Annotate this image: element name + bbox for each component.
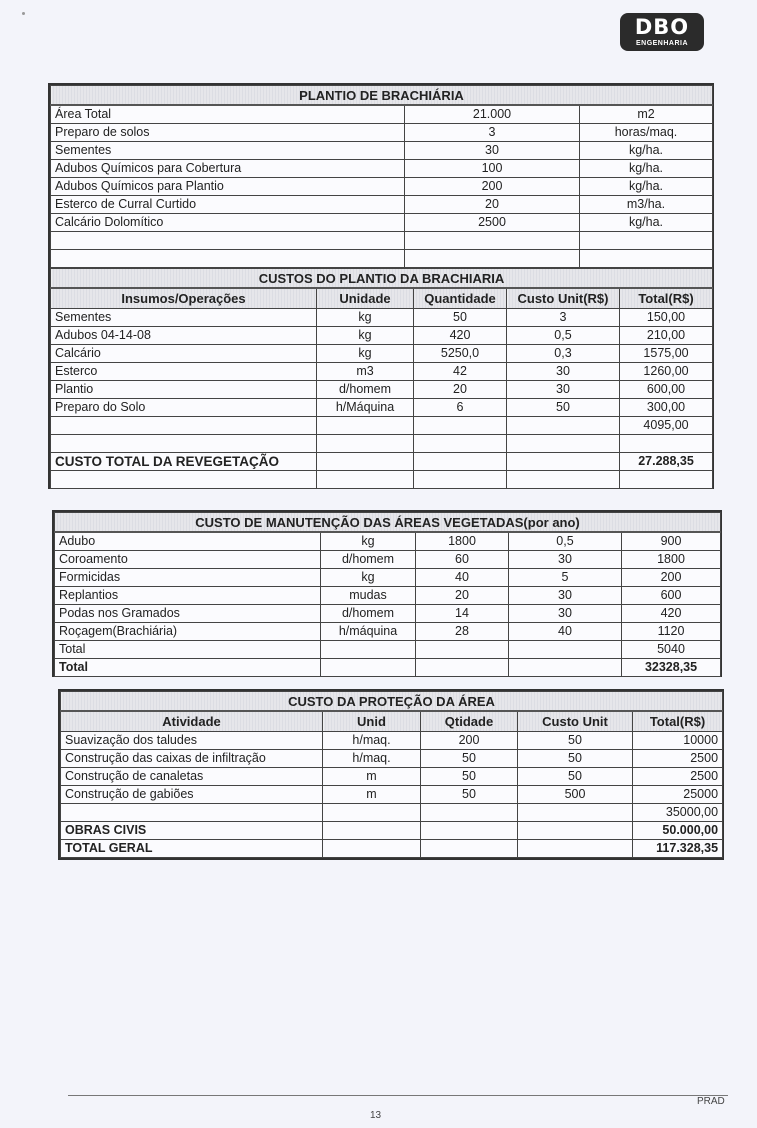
plantio-value: 200	[405, 178, 580, 196]
protecao-cell: 25000	[633, 786, 723, 804]
column-header: Custo Unit(R$)	[507, 288, 620, 309]
plantio-unit: m2	[580, 105, 713, 124]
column-header: Custo Unit	[518, 711, 633, 732]
protecao-cell: m	[323, 786, 421, 804]
custos-cell: 50	[507, 399, 620, 417]
custos-cell: 1575,00	[620, 345, 713, 363]
column-header: Atividade	[61, 711, 323, 732]
table-row	[55, 532, 721, 551]
custo-total-revegetacao-value: 27.288,35	[620, 453, 713, 471]
protecao-cell: 2500	[633, 750, 723, 768]
custos-cell: 42	[414, 363, 507, 381]
section-title-custos: CUSTOS DO PLANTIO DA BRACHIARIA	[51, 269, 713, 289]
table-row	[51, 363, 713, 381]
table-manutencao	[52, 510, 722, 677]
column-header: Insumos/Operações	[51, 288, 317, 309]
manutencao-cell: d/homem	[321, 605, 416, 623]
manutencao-cell: h/máquina	[321, 623, 416, 641]
manutencao-cell: Formicidas	[55, 569, 321, 587]
custos-cell: 600,00	[620, 381, 713, 399]
logo-sub-text: ENGENHARIA	[635, 40, 689, 47]
table-row	[51, 160, 713, 178]
protecao-cell: 50	[421, 786, 518, 804]
plantio-unit: kg/ha.	[580, 178, 713, 196]
protecao-cell: 50	[421, 768, 518, 786]
table-row	[55, 587, 721, 605]
manutencao-cell: 14	[416, 605, 509, 623]
table-row	[51, 196, 713, 214]
section-title-protecao: CUSTO DA PROTEÇÃO DA ÁREA	[61, 692, 723, 712]
table-row	[51, 124, 713, 142]
protecao-table	[60, 691, 723, 858]
total-geral-label: TOTAL GERAL	[61, 840, 323, 858]
custos-cell: kg	[317, 309, 414, 327]
custos-cell: Esterco	[51, 363, 317, 381]
custos-cell: 210,00	[620, 327, 713, 345]
protecao-cell: 50	[518, 768, 633, 786]
protecao-cell: Construção de gabiões	[61, 786, 323, 804]
manutencao-table	[54, 512, 721, 677]
custos-cell: kg	[317, 345, 414, 363]
custos-cell: kg	[317, 327, 414, 345]
protecao-cell: Construção das caixas de infiltração	[61, 750, 323, 768]
manutencao-cell: 20	[416, 587, 509, 605]
manutencao-cell: 30	[509, 605, 622, 623]
plantio-value: 2500	[405, 214, 580, 232]
obras-civis-label: OBRAS CIVIS	[61, 822, 323, 840]
custos-cell: Sementes	[51, 309, 317, 327]
manutencao-cell: Podas nos Gramados	[55, 605, 321, 623]
table-row	[51, 214, 713, 232]
custos-cell: 0,5	[507, 327, 620, 345]
custos-cell: Preparo do Solo	[51, 399, 317, 417]
table-row	[61, 750, 723, 768]
custos-cell: Adubos 04-14-08	[51, 327, 317, 345]
page-number: 13	[370, 1110, 382, 1121]
plantio-value: 21.000	[405, 105, 580, 124]
manutencao-total2-value: 32328,35	[622, 659, 721, 677]
custos-cell: 150,00	[620, 309, 713, 327]
plantio-value: 3	[405, 124, 580, 142]
protecao-cell: Construção de canaletas	[61, 768, 323, 786]
plantio-value: 30	[405, 142, 580, 160]
table-plantio	[48, 83, 714, 489]
column-header: Unidade	[317, 288, 414, 309]
manutencao-cell: Adubo	[55, 532, 321, 551]
custos-cell: 50	[414, 309, 507, 327]
section-title-plantio: PLANTIO DE BRACHIÁRIA	[51, 86, 713, 106]
manutencao-cell: 1800	[622, 551, 721, 569]
manutencao-cell: 1120	[622, 623, 721, 641]
manutencao-cell: 5	[509, 569, 622, 587]
custos-cell: Plantio	[51, 381, 317, 399]
manutencao-cell: kg	[321, 569, 416, 587]
custos-cell: 6	[414, 399, 507, 417]
manutencao-cell: 420	[622, 605, 721, 623]
obras-civis-value: 50.000,00	[633, 822, 723, 840]
section-title-manutencao: CUSTO DE MANUTENÇÃO DAS ÁREAS VEGETADAS(por ano)	[55, 513, 721, 533]
column-header: Quantidade	[414, 288, 507, 309]
plantio-item: Sementes	[51, 142, 405, 160]
manutencao-cell: 60	[416, 551, 509, 569]
custos-cell: 30	[507, 363, 620, 381]
logo-main-text: DBO	[634, 15, 690, 39]
table-row	[51, 142, 713, 160]
table-row	[55, 623, 721, 641]
manutencao-total2-label: Total	[55, 659, 321, 677]
custos-cell: 5250,0	[414, 345, 507, 363]
manutencao-cell: mudas	[321, 587, 416, 605]
custos-cell: 3	[507, 309, 620, 327]
manutencao-cell: Coroamento	[55, 551, 321, 569]
document-code: PRAD	[697, 1096, 725, 1107]
manutencao-cell: 200	[622, 569, 721, 587]
manutencao-total1-label: Total	[55, 641, 321, 659]
plantio-unit: kg/ha.	[580, 214, 713, 232]
manutencao-cell: 28	[416, 623, 509, 641]
protecao-cell: 10000	[633, 732, 723, 750]
scan-speck	[22, 12, 25, 15]
custos-cell: h/Máquina	[317, 399, 414, 417]
plantio-item: Esterco de Curral Curtido	[51, 196, 405, 214]
manutencao-total1-value: 5040	[622, 641, 721, 659]
custos-cell: d/homem	[317, 381, 414, 399]
protecao-cell: 50	[421, 750, 518, 768]
manutencao-cell: 40	[509, 623, 622, 641]
manutencao-cell: 30	[509, 587, 622, 605]
custos-cell: 0,3	[507, 345, 620, 363]
custos-table	[50, 268, 713, 489]
manutencao-cell: 30	[509, 551, 622, 569]
protecao-cell: h/maq.	[323, 732, 421, 750]
custos-cell: 420	[414, 327, 507, 345]
table-row	[51, 381, 713, 399]
footer-divider	[68, 1095, 728, 1096]
column-header: Qtidade	[421, 711, 518, 732]
custos-cell: 300,00	[620, 399, 713, 417]
table-protecao	[58, 689, 724, 860]
plantio-unit: m3/ha.	[580, 196, 713, 214]
table-row	[55, 551, 721, 569]
manutencao-cell: Roçagem(Brachiária)	[55, 623, 321, 641]
plantio-item: Calcário Dolomítico	[51, 214, 405, 232]
plantio-item: Área Total	[51, 105, 405, 124]
manutencao-cell: 1800	[416, 532, 509, 551]
table-row	[51, 399, 713, 417]
table-row	[51, 327, 713, 345]
company-logo	[620, 13, 704, 51]
table-row	[51, 309, 713, 327]
plantio-item: Preparo de solos	[51, 124, 405, 142]
custos-cell: m3	[317, 363, 414, 381]
column-header: Unid	[323, 711, 421, 732]
table-row	[55, 605, 721, 623]
custos-subtotal: 4095,00	[620, 417, 713, 435]
protecao-cell: m	[323, 768, 421, 786]
protecao-subtotal: 35000,00	[633, 804, 723, 822]
plantio-value: 100	[405, 160, 580, 178]
plantio-item: Adubos Químicos para Plantio	[51, 178, 405, 196]
protecao-cell: 2500	[633, 768, 723, 786]
manutencao-cell: 900	[622, 532, 721, 551]
table-row	[51, 345, 713, 363]
plantio-table	[50, 85, 713, 268]
custos-cell: 30	[507, 381, 620, 399]
custos-cell: 1260,00	[620, 363, 713, 381]
manutencao-cell: 0,5	[509, 532, 622, 551]
manutencao-cell: 600	[622, 587, 721, 605]
protecao-cell: 50	[518, 750, 633, 768]
table-row	[51, 105, 713, 124]
protecao-cell: Suavização dos taludes	[61, 732, 323, 750]
custos-cell: 20	[414, 381, 507, 399]
manutencao-cell: d/homem	[321, 551, 416, 569]
manutencao-cell: 40	[416, 569, 509, 587]
total-geral-value: 117.328,35	[633, 840, 723, 858]
plantio-item: Adubos Químicos para Cobertura	[51, 160, 405, 178]
custos-cell: Calcário	[51, 345, 317, 363]
table-row	[55, 569, 721, 587]
plantio-unit: kg/ha.	[580, 142, 713, 160]
manutencao-cell: kg	[321, 532, 416, 551]
protecao-cell: h/maq.	[323, 750, 421, 768]
custo-total-revegetacao-label: CUSTO TOTAL DA REVEGETAÇÃO	[51, 453, 317, 471]
table-row	[51, 178, 713, 196]
plantio-unit: kg/ha.	[580, 160, 713, 178]
protecao-cell: 500	[518, 786, 633, 804]
plantio-unit: horas/maq.	[580, 124, 713, 142]
table-row	[61, 732, 723, 750]
protecao-cell: 50	[518, 732, 633, 750]
manutencao-cell: Replantios	[55, 587, 321, 605]
column-header: Total(R$)	[633, 711, 723, 732]
protecao-cell: 200	[421, 732, 518, 750]
column-header: Total(R$)	[620, 288, 713, 309]
table-row	[61, 786, 723, 804]
table-row	[61, 768, 723, 786]
plantio-value: 20	[405, 196, 580, 214]
